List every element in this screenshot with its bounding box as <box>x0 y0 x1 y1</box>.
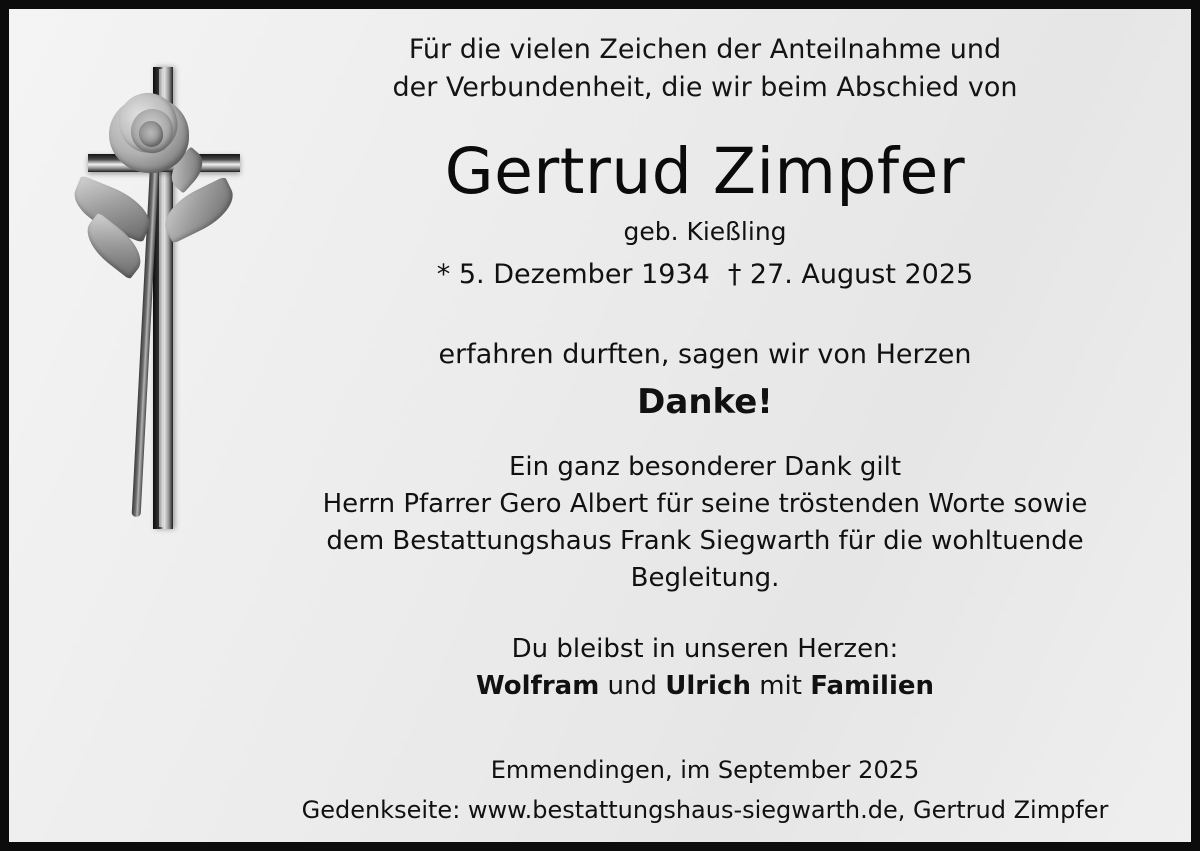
intro-line-2: der Verbundenheit, die wir beim Abschied von <box>392 72 1018 103</box>
survivor-conjunction: und <box>599 671 666 701</box>
memory-intro: Du bleibst in unseren Herzen: <box>511 634 899 664</box>
special-thanks-line-2: Herrn Pfarrer Gero Albert für seine tröstenden Worte sowie <box>322 489 1088 519</box>
survivor-name-1: Wolfram <box>475 671 600 701</box>
survivor-name-2: Ulrich <box>665 671 751 701</box>
special-thanks-line-1: Ein ganz besonderer Dank gilt <box>508 452 902 482</box>
survivor-families: Familien <box>810 671 935 701</box>
thanks-headline: Danke! <box>637 382 773 422</box>
life-dates <box>259 257 1151 293</box>
obituary-text-block <box>259 31 1151 827</box>
cross-with-rose-illustration <box>55 39 285 519</box>
deceased-name: Gertrud Zimpfer <box>444 135 966 208</box>
death-date: † 27. August 2025 <box>727 259 974 290</box>
birth-date: * 5. Dezember 1934 <box>436 259 710 290</box>
memorial-page-link[interactable]: Gedenkseite: www.bestattungshaus-siegwarth.de, Gertrud Zimpfer <box>301 796 1109 824</box>
rose-bloom-icon <box>103 87 199 183</box>
survivors-line <box>259 668 1151 705</box>
place-and-date: Emmendingen, im September 2025 <box>490 756 920 784</box>
intro-line-1: Für die vielen Zeichen der Anteilnahme und <box>408 34 1002 65</box>
survivor-with: mit <box>750 671 811 701</box>
resume-line: erfahren durften, sagen wir von Herzen <box>438 339 972 370</box>
maiden-name: geb. Kießling <box>623 217 787 246</box>
special-thanks-line-3: dem Bestattungshaus Frank Siegwarth für die wohltuende Begleitung. <box>326 526 1084 593</box>
